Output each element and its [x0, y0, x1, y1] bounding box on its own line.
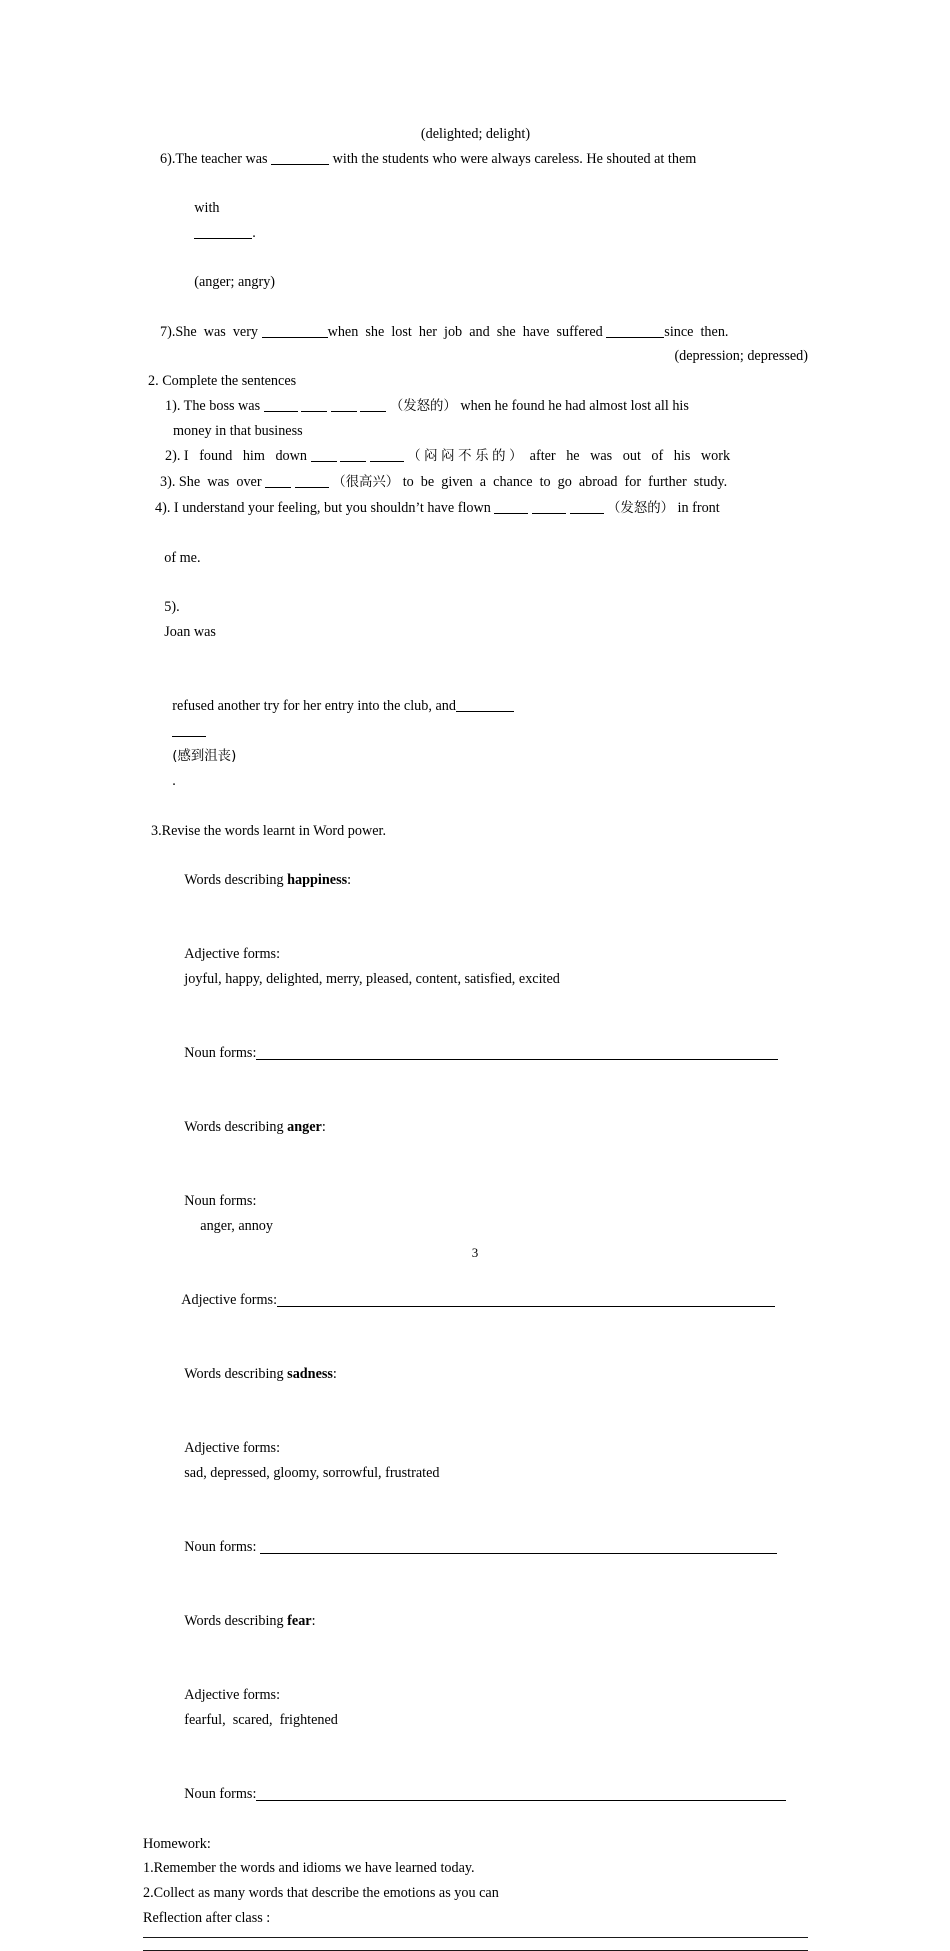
- item6-text-a: The teacher was: [175, 150, 268, 167]
- word-group-sadness-title: [163, 1337, 808, 1411]
- exercise3-heading: 3.Revise the words learnt in Word power.: [151, 822, 387, 839]
- item6-hint: (anger; angry): [194, 274, 276, 291]
- ex2-item5-number: 5).: [164, 599, 180, 616]
- exercise2-item4: [155, 496, 808, 522]
- ex2-item2-cn: （闷闷不乐的）: [407, 449, 527, 465]
- ex2-item2-blank-3[interactable]: [370, 450, 404, 463]
- group-prefix: Words describing: [184, 1366, 288, 1383]
- ex2-item5-blank-2[interactable]: [172, 724, 206, 737]
- exercise2-item4-line2: [143, 521, 808, 669]
- word-group-happiness-title: [163, 843, 808, 917]
- ex2-item2-number: 2).: [165, 448, 181, 465]
- homework-heading: Homework:: [143, 1835, 211, 1852]
- exercise2-heading: 2. Complete the sentences: [148, 373, 297, 390]
- anger-adjective-row: [160, 1263, 808, 1337]
- item7-text-c: since then.: [664, 323, 729, 340]
- row-value: anger, annoy: [200, 1217, 273, 1234]
- row-label: Noun forms:: [184, 1045, 257, 1062]
- ex2-item3-text-b: to be given a chance to go abroad for further study.: [402, 473, 728, 490]
- group-emotion-anger: anger: [287, 1119, 322, 1136]
- sadness-adjective-row: [163, 1412, 808, 1511]
- ex2-item2-blank-2[interactable]: [340, 450, 366, 463]
- group-suffix: :: [321, 1119, 326, 1136]
- ex2-item3-number: 3).: [160, 473, 176, 490]
- ex2-item3-text-a: She was over: [178, 473, 262, 490]
- homework-item-2: 2.Collect as many words that describe the emotions as you can: [143, 1884, 499, 1901]
- row-label: Noun forms:: [184, 1193, 257, 1210]
- ex2-item1-blank-2[interactable]: [301, 399, 327, 412]
- group-prefix: Words describing: [184, 1119, 288, 1136]
- row-label: Adjective forms:: [181, 1292, 278, 1309]
- item7-text-b: when she lost her job and she have suffered: [327, 323, 603, 340]
- ex2-item4-text-b: in front: [677, 499, 720, 516]
- ex2-item3-blank-2[interactable]: [295, 475, 329, 488]
- exercise1-item7-hint: (depression; depressed): [674, 348, 808, 365]
- exercise1-item6-line2: [173, 171, 808, 319]
- group-suffix: :: [332, 1366, 337, 1383]
- row-value: sad, depressed, gloomy, sorrowful, frustrated: [184, 1464, 440, 1481]
- fear-adjective-row: [163, 1659, 808, 1758]
- ex2-item1-number: 1).: [165, 397, 181, 414]
- ex2-item5-text-b: refused another try for her entry into the club, and: [172, 698, 456, 715]
- ex2-item3-blank-1[interactable]: [265, 475, 291, 488]
- word-group-fear-title: [163, 1584, 808, 1658]
- item6-text-b: with the students who were always careless. He shouted at them: [332, 150, 697, 167]
- ex2-item1-cn: （发怒的）: [389, 398, 457, 414]
- row-label: Adjective forms:: [184, 946, 281, 963]
- item6-blank-1[interactable]: [271, 152, 329, 165]
- exercise2-item3: [160, 470, 808, 496]
- ex2-item2-text-a: I found him down: [183, 448, 307, 465]
- row-label: Noun forms:: [184, 1539, 257, 1556]
- fear-noun-row: [163, 1757, 808, 1831]
- exercise2-item1: [165, 394, 808, 420]
- row-label: Adjective forms:: [184, 1687, 281, 1704]
- ex2-item2-blank-1[interactable]: [311, 450, 337, 463]
- sadness-noun-row: [163, 1510, 808, 1584]
- word-group-anger-title: [163, 1090, 808, 1164]
- group-emotion-fear: fear: [287, 1613, 312, 1630]
- group-suffix: :: [347, 872, 352, 889]
- group-emotion-sadness: sadness: [287, 1366, 333, 1383]
- item7-blank-1[interactable]: [262, 325, 328, 338]
- exercise2-item1-line2: money in that business: [173, 423, 303, 440]
- group-prefix: Words describing: [184, 1613, 288, 1630]
- item7-text-a: She was very: [175, 323, 259, 340]
- ex2-item5-blank-1[interactable]: [456, 700, 514, 713]
- happiness-noun-row: [163, 1016, 808, 1090]
- group-prefix: Words describing: [184, 872, 288, 889]
- ex2-item4-blank-3[interactable]: [570, 501, 604, 514]
- exercise1-item5-hint: (delighted; delight): [420, 126, 531, 142]
- row-label: Adjective forms:: [184, 1440, 281, 1457]
- item6-text-d: .: [252, 224, 256, 241]
- ex2-item4-blank-1[interactable]: [494, 501, 528, 514]
- sadness-noun-answer-line[interactable]: [260, 1541, 777, 1554]
- exercise2-item2: [165, 444, 808, 470]
- ex2-item5-text-c: .: [172, 773, 176, 790]
- ex2-item1-text-a: The boss was: [183, 397, 261, 414]
- row-value: fearful, scared, frightened: [184, 1712, 338, 1728]
- row-value: joyful, happy, delighted, merry, pleased, content, satisfied, excited: [184, 970, 560, 987]
- item7-blank-2[interactable]: [606, 325, 664, 338]
- ex2-item4-text-a: I understand your feeling, but you shouldn’t have flown: [173, 499, 491, 516]
- exercise1-item7: [160, 320, 808, 345]
- ex2-item1-blank-4[interactable]: [360, 399, 386, 412]
- ex2-item1-text-b: when he found he had almost lost all his: [460, 397, 689, 414]
- ex2-item1-blank-1[interactable]: [264, 399, 298, 412]
- item6-number: 6).: [160, 150, 176, 167]
- ex2-item3-cn: （很高兴）: [332, 474, 400, 490]
- item7-number: 7).: [160, 323, 176, 340]
- ex2-item4-cn: （发怒的）: [607, 500, 674, 516]
- ex2-item4-text-c: of me.: [164, 549, 201, 566]
- row-label: Noun forms:: [184, 1786, 257, 1803]
- group-suffix: :: [311, 1613, 316, 1630]
- group-emotion-happiness: happiness: [287, 872, 348, 889]
- exercise1-item6: [160, 147, 808, 172]
- ex2-item4-number: 4).: [155, 499, 171, 516]
- ex2-item2-text-b: after he was out of his work: [529, 448, 731, 465]
- item6-blank-2[interactable]: [194, 226, 252, 239]
- ex2-item1-blank-3[interactable]: [331, 399, 357, 412]
- fear-noun-answer-line[interactable]: [256, 1788, 786, 1801]
- happiness-adjective-row: [163, 918, 808, 1017]
- exercise2-item5-line2: [151, 669, 808, 818]
- document-content: [143, 122, 808, 1951]
- item6-text-c: with: [194, 200, 220, 217]
- reflection-label: Reflection after class :: [143, 1909, 271, 1926]
- ex2-item4-blank-2[interactable]: [532, 501, 566, 514]
- ex2-item5-cn: (感到沮丧): [172, 748, 237, 764]
- page-number: 3: [471, 1245, 479, 1260]
- happiness-noun-answer-line[interactable]: [256, 1047, 778, 1060]
- ex2-item5-text-a: Joan was: [164, 624, 216, 641]
- homework-item-1: 1.Remember the words and idioms we have learned today.: [143, 1860, 475, 1877]
- anger-adjective-answer-line[interactable]: [277, 1294, 775, 1307]
